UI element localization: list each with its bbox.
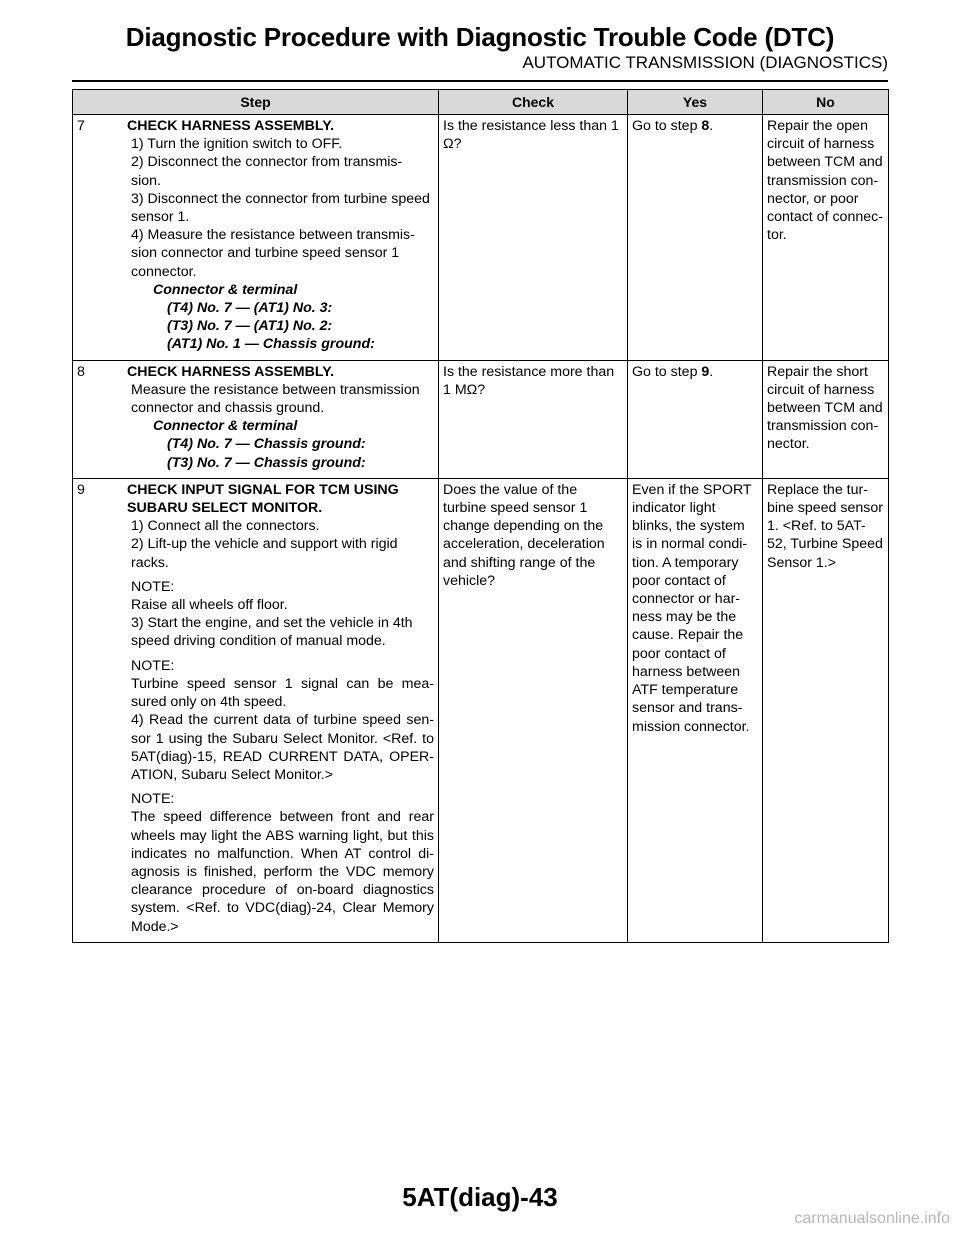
- step-number: 9: [77, 481, 85, 498]
- goto-step-link: 9: [701, 363, 710, 380]
- connector-item: (T3) No. 7 — Chassis ground:: [167, 454, 366, 471]
- yes-text-end: .: [709, 118, 714, 134]
- check-cell: Is the resistance more than 1 MΩ?: [439, 360, 628, 478]
- page-number: 5AT(diag)-43: [402, 1182, 558, 1212]
- table-row: [73, 478, 889, 942]
- note-label: NOTE:: [131, 578, 175, 595]
- step-heading: [77, 117, 434, 135]
- step-heading: [77, 481, 434, 517]
- goto-step-link: 8: [701, 118, 710, 134]
- step-number: 7: [77, 118, 85, 134]
- yes-text: Go to step: [632, 363, 702, 380]
- connector-item: (T4) No. 7 — (AT1) No. 3:: [167, 300, 333, 317]
- note-text: Raise all wheels off floor.: [131, 597, 288, 614]
- no-cell: Repair the open circuit of harness between TCM and transmission con- nector, or poor contact of connec- tor.: [763, 115, 889, 361]
- step-text: 3) Disconnect the connector from turbine speed sensor 1.: [131, 190, 430, 226]
- step-text: Measure the resistance between transmission connector and chassis ground.: [131, 381, 420, 417]
- yes-cell: [628, 115, 763, 361]
- step-text: 4) Read the current data of turbine speed sen- sor 1 using the Subaru Select Monitor. <Ref. to 5AT(diag)-15, READ CURRENT DATA, OPER- ATION, Subaru Select Monitor.>: [131, 712, 434, 783]
- connector-heading: Connector & terminal: [153, 418, 298, 435]
- section-subtitle: AUTOMATIC TRANSMISSION (DIAGNOSTICS): [522, 53, 888, 72]
- yes-text: Go to step: [632, 118, 702, 134]
- connector-heading: Connector & terminal: [153, 281, 298, 298]
- step-cell: [73, 360, 439, 478]
- table-row: [73, 115, 889, 361]
- watermark: carmanualsonline.info: [794, 1210, 950, 1227]
- step-title: CHECK INPUT SIGNAL FOR TCM USING SUBARU SELECT MONITOR.: [127, 481, 399, 517]
- step-text: 3) Start the engine, and set the vehicle in 4th speed driving condition of manual mode.: [131, 615, 413, 650]
- step-text: 2) Disconnect the connector from transmis- sion.: [131, 154, 403, 189]
- yes-text-end: .: [709, 363, 714, 380]
- step-title: CHECK HARNESS ASSEMBLY.: [127, 118, 335, 134]
- table-row: [73, 360, 889, 478]
- col-header-yes: Yes: [628, 90, 763, 115]
- step-text: 4) Measure the resistance between transmis- sion connector and turbine speed sensor 1 connector.: [131, 227, 415, 280]
- note-text: The speed difference between front and rear wheels may light the ABS warning light, but this indicates no malfunction. When AT control di- agnosis is finished, perform the VDC memory clearance procedure of on-board diagnostics system. <Ref. to VDC(diag)-24, Clear Memory Mode.>: [131, 809, 434, 935]
- note-label: NOTE:: [131, 791, 175, 808]
- step-number: 8: [77, 363, 85, 380]
- col-header-step: Step: [73, 90, 439, 115]
- header-rule: [72, 80, 888, 82]
- step-title: CHECK HARNESS ASSEMBLY.: [127, 363, 335, 380]
- check-cell: Is the resistance less than 1 Ω?: [439, 115, 628, 361]
- page-title: Diagnostic Procedure with Diagnostic Trouble Code (DTC): [125, 22, 835, 52]
- diagnostic-table: [72, 89, 889, 943]
- connector-item: (AT1) No. 1 — Chassis ground:: [167, 336, 375, 353]
- step-heading: [77, 363, 434, 381]
- connector-item: (T4) No. 7 — Chassis ground:: [167, 436, 366, 453]
- table-header-row: [73, 90, 889, 115]
- step-text: 1) Connect all the connectors.: [131, 518, 320, 535]
- yes-cell: [628, 360, 763, 478]
- step-text: 2) Lift-up the vehicle and support with rigid racks.: [131, 536, 398, 571]
- no-cell: Repair the short circuit of harness between TCM and transmission con- nector.: [763, 360, 889, 478]
- no-cell: Replace the tur- bine speed sensor 1. <Ref. to 5AT-52, Turbine Speed Sensor 1.>: [763, 478, 889, 942]
- note-label: NOTE:: [131, 657, 175, 674]
- connector-item: (T3) No. 7 — (AT1) No. 2:: [167, 318, 333, 335]
- yes-cell: Even if the SPORT indicator light blinks, the system is in normal condi- tion. A temporary poor contact of connector or har- ness may be the cause. Repair the poor contact of harness between ATF temperature sensor and trans- mission connector.: [628, 478, 763, 942]
- step-cell: [73, 478, 439, 942]
- step-text: 1) Turn the ignition switch to OFF.: [131, 136, 343, 153]
- col-header-no: No: [763, 90, 889, 115]
- note-text: Turbine speed sensor 1 signal can be mea- sured only on 4th speed.: [131, 675, 434, 711]
- step-cell: [73, 115, 439, 361]
- check-cell: Does the value of the turbine speed sensor 1 change depending on the acceleration, deceleration and shifting range of the vehicle?: [439, 478, 628, 942]
- col-header-check: Check: [439, 90, 628, 115]
